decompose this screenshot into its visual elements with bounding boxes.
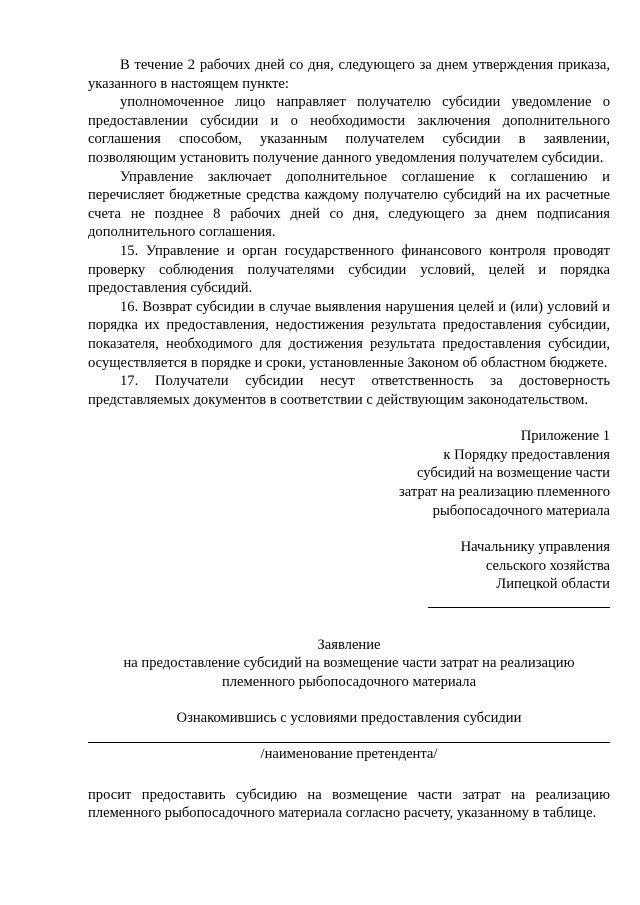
statement-subtitle-1: на предоставление субсидий на возмещение части затрат на реализацию [123, 655, 575, 672]
appendix-line-2: к Порядку предоставления [443, 446, 610, 463]
addressee-line-1: Начальнику управления [460, 539, 610, 556]
paragraph-agreement: Управление заключает дополнительное соглашение к соглашению и перечисляет бюджетные средства каждому получателю субсидий на их расчетные счета не позднее 8 рабочих дней со дня, следующего за днем подписания дополнительного соглашения. [88, 168, 610, 241]
addressee-signature-line [428, 594, 610, 608]
statement-title: Заявление [317, 636, 381, 653]
document-page [88, 56, 610, 823]
paragraph-item-17: 17. Получатели субсидии несут ответственность за достоверность представляемых документов в соответствии с действующим законодательством. [88, 373, 610, 408]
addressee-block [88, 538, 610, 613]
appendix-line-3: субсидий на возмещение части [416, 465, 610, 482]
applicant-name-line [88, 732, 610, 743]
addressee-line-3: Липецкой области [496, 576, 610, 593]
addressee-line-2: сельского хозяйства [485, 557, 610, 574]
request-paragraph: просит предоставить субсидию на возмещение части затрат на реализацию племенного рыбопосадочного материала согласно расчету, указанному в таблице. [88, 786, 610, 822]
paragraph-deadline: В течение 2 рабочих дней со дня, следующего за днем утверждения приказа, указанного в настоящем пункте: [88, 57, 610, 92]
acquaint-text: Ознакомившись с условиями предоставления субсидии [176, 710, 522, 727]
paragraph-item-16: 16. Возврат субсидии в случае выявления нарушения целей и (или) условий и порядка их предоставления, недостижения результата предоставления субсидии, показателя, необходимого для достижения результата предоставления субсидии, осуществляется в порядке и сроки, установленные Законом об областном бюджете. [88, 298, 610, 371]
appendix-line-4: затрат на реализацию племенного [399, 484, 610, 501]
statement-subtitle-2: племенного рыбопосадочного материала [221, 673, 477, 690]
appendix-header [88, 427, 610, 520]
statement-title-block [88, 636, 610, 692]
applicant-name-caption: /наименование претендента/ [260, 746, 438, 762]
appendix-line-5: рыбопосадочного материала [432, 502, 610, 519]
appendix-line-1: Приложение 1 [520, 428, 610, 445]
paragraph-notification: уполномоченное лицо направляет получателю субсидии уведомление о предоставлении субсидии и о необходимости заключения дополнительного соглашения способом, указанным получателем субсидии в заявлении, позволяющим установить получение данного уведомления получателем субсидии. [88, 94, 610, 166]
paragraph-item-15: 15. Управление и орган государственного финансового контроля проводят проверку соблюдения получателями субсидии условий, целей и порядка предоставления субсидий. [88, 242, 610, 297]
